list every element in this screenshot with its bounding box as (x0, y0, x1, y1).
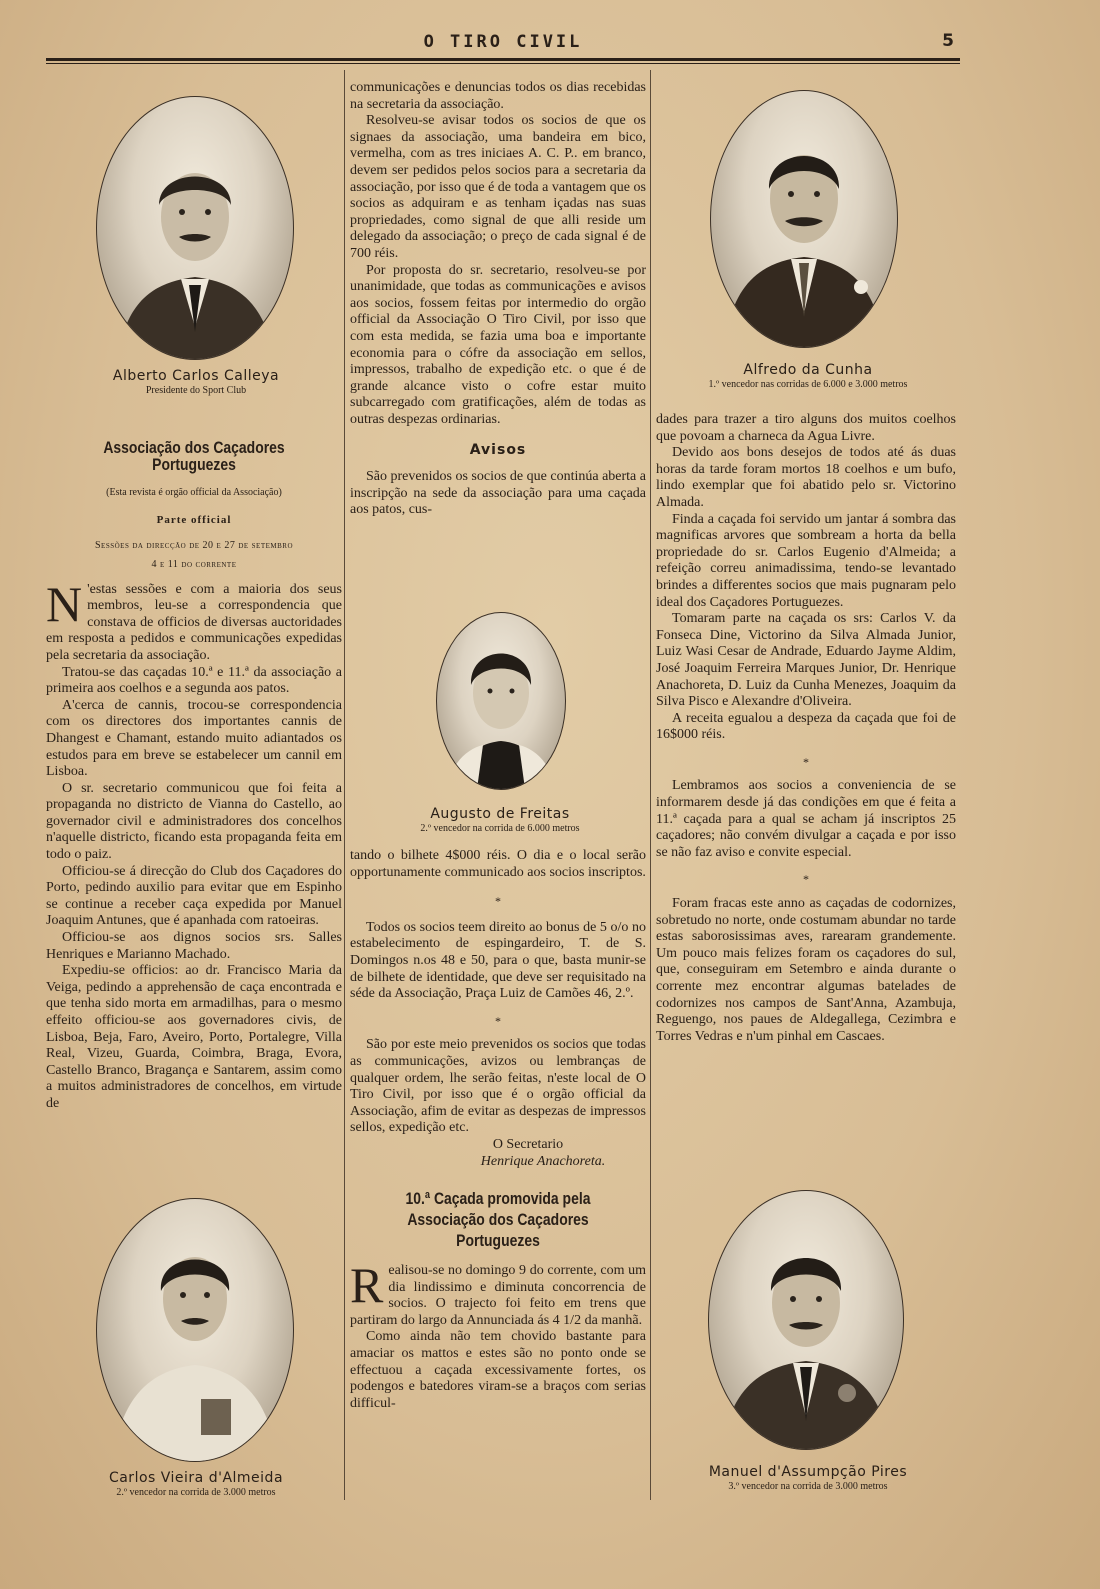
portrait-name: Alfredo da Cunha (743, 362, 873, 378)
paragraph: Foram fracas este anno as caçadas de codornizes, sobretudo no norte, onde costumam abundar no tarde estas saborosissimas aves, rarearam grandemente. Um pouco mais felizes foram os caçadores do sul, que, conseguiram em Setembro e ainda durante o corrente mez encontrar algumas batelades de codornizes nos campos de Sant'Anna, Azambuja, Reguengo, nos paues de Aldegallega, Cezimbra e Torres Vedras e n'um pinhal em Cascaes. (656, 896, 956, 1044)
paragraph: Lembramos aos socios a conveniencia de se informarem desde já das condições em que é feita a 11.ª caçada para a qual se acham já inscriptos 25 caçadores; não convém divulgar a caçada e por isso se não faz aviso e convite especial. (656, 778, 956, 860)
signature-role: O Secretario (492, 1136, 564, 1152)
paragraph: Como ainda não tem chovido bastante para amaciar os mattos e estes são no ponto onde se effectuou a caçada excessivamente fortes, os podengos e batedores viram-se a braços com serias difficul- (350, 1329, 646, 1411)
portrait-photo (708, 1190, 904, 1450)
header-rule-thin (46, 63, 960, 64)
sessions-heading: Sessões da direcção de 20 e 27 de setembro (94, 540, 293, 552)
separator-star: * (803, 872, 809, 887)
paragraph: Expediu-se officios: ao dr. Francisco Maria da Veiga, pedindo a apprehensão de caça encontrada e que tenha sido morta em armadilhas, para o mesmo effeito officiou-se aos governadores civis, de Lisboa, Beja, Faro, Aveiro, Porto, Portalegre, Villa Real, Vizeu, Guarda, Coimbra, Braga, Evora, Castello Branco, Bragança e Santarem, assim como a muitos administradores de concelhos, em virtude de (46, 963, 342, 1111)
paragraph: 'estas sessões e com a maioria dos seus membros, leu-se a correspondencia que constava de officios de diversas auctoridades em resposta a pedidos e communicações expedidas pela secretaria da associação. (46, 581, 342, 663)
column-2-upper (350, 80, 646, 519)
man-portrait-icon (711, 91, 897, 347)
journal-title: O TIRO CIVIL (423, 32, 583, 52)
page-number: 5 (942, 31, 954, 51)
part-heading: Parte official (156, 513, 232, 526)
portrait-name: Alberto Carlos Calleya (112, 368, 280, 384)
paragraph: Devido aos bons desejos de todos até ás duas horas da tarde foram mortos 18 coelhos e um bufo, lindo exemplar que foi abatido pelo sr. Victorino Almada. (656, 445, 956, 510)
paragraph: São por este meio prevenidos os socios que todas as communicações, avizos ou lembranças de qualquer ordem, lhe serão feitas, n'este local de O Tiro Civil, por isso que é o orgão official da Associação, afim de evitar as despezas de impressos sellos, expedição etc. (350, 1037, 646, 1136)
header-rule (46, 58, 960, 61)
paragraph: dades para trazer a tiro alguns dos muitos coelhos que povoam a charneca da Agua Livre. (656, 412, 956, 444)
man-portrait-icon (97, 97, 293, 359)
portrait-caption: 2.º vencedor na corrida de 3.000 metros (116, 1487, 276, 1498)
paragraph: Por proposta do sr. secretario, resolveu-se por unanimidade, que todas as communicações e avisos aos socios, fossem feitas por intermedio do orgão official da Associação O Tiro Civil, por isso que com esta medida, se fazia uma boa e importante economia para o cófre da associação em sellos, impressos, trabalho de expedição etc. o que é de grande alcance visto o cofre estar muito subcarregado com gratificações, além de todas as outras despezas ordinarias. (350, 262, 646, 427)
cacada-title: 10.ª Caçada promovida pela Associação dos Caçadores Portuguezes (405, 1189, 591, 1251)
paragraph: Officiou-se aos dignos socios srs. Salles Henriques e Marianno Machado. (46, 930, 342, 962)
paragraph: Todos os socios teem direito ao bonus de 5 o/o no estabelecimento de espingardeiro, T. de S. Domingos n.os 48 e 50, para o que, basta munir-se de bilhete de identidade, que deve ser requisitado na séde da Associação, Praça Luiz de Camões 46, 2.º. (350, 919, 646, 1002)
signature-name: Henrique Anachoreta. (480, 1153, 606, 1169)
paragraph: Finda a caçada foi servido um jantar á sombra das magnificas arvores que sombream a horta da bella propriedade do sr. Carlos Eugenio d'Almeida; a refeição correu animadissima, tendo-se levantado brindes a differentes socios que mais pugnaram pelo ideal dos Caçadores Portuguezes. (656, 511, 956, 610)
column-divider (650, 70, 651, 1500)
paragraph: A'cerca de cannis, trocou-se correspondencia com os directores dos importantes cannis de Dhangest e Chamant, estando muito adiantados os estudos para em breve se estabelecer um cannil em Lisboa. (46, 697, 342, 780)
portrait-caption: 3.º vencedor na corrida de 3.000 metros (728, 1481, 888, 1492)
section-title: Associação dos Caçadores Portuguezes (103, 438, 285, 474)
avisos-heading: Avisos (469, 442, 527, 459)
portrait-name: Augusto de Freitas (430, 806, 570, 822)
portrait-calleya (96, 96, 296, 396)
paragraph: Officiou-se á direcção do Club dos Caçadores do Porto, pedindo auxilio para evitar que em Espinho se continue a receber caça expedida por Manuel Joaquim Antunes, que é apanhada com ratoeiras. (46, 863, 342, 929)
sessions-heading-2: 4 e 11 do corrente (151, 558, 237, 570)
section-note: (Esta revista é orgão official da Associação) (106, 487, 282, 499)
drop-cap: N (46, 575, 83, 632)
column-3 (656, 412, 956, 1045)
paragraph: Tomaram parte na caçada os srs: Carlos V. da Fonseca Dine, Victorino da Silva Almada Junior, Luiz Wasi Cesar de Andrade, Eduardo Jayme Aldim, José Joaquim Ferreira Marques Junior, Dr. Henrique Anachoreta, D. Luiz da Cunha Menezes, Joaquim da Silva Pisco e Alexandre d'Oliveira. (656, 611, 956, 710)
portrait-photo (710, 90, 898, 348)
portrait-caption: 1.º vencedor nas corridas de 6.000 e 3.000 metros (708, 379, 908, 390)
portrait-name: Manuel d'Assumpção Pires (708, 1464, 908, 1480)
man-portrait-icon (709, 1191, 903, 1449)
portrait-cunha (688, 90, 928, 390)
portrait-photo (96, 1198, 294, 1462)
portrait-photo (436, 612, 566, 790)
column-divider (344, 70, 345, 1500)
paragraph: O sr. secretario communicou que foi feita a propaganda no districto de Vianna do Castello, ao governador civil e administradores dos concelhos n'aquelle districto, ficando esta propaganda feita em todo o paiz. (46, 780, 342, 863)
paragraph: ealisou-se no domingo 9 do corrente, com um dia lindissimo e diminuta concorrencia de socios. O trajecto foi feito em trens que partiram do largo da Annunciada ás 4 1/2 da manhã. (350, 1263, 646, 1328)
portrait-caption: 2.º vencedor na corrida de 6.000 metros (420, 823, 580, 834)
portrait-caption: Presidente do Sport Club (145, 385, 247, 396)
portrait-photo (96, 96, 294, 360)
separator-star: * (803, 754, 809, 769)
separator-star: * (495, 894, 501, 909)
paragraph: tando o bilhete 4$000 réis. O dia e o local serão opportunamente communicado aos socios inscriptos. (350, 848, 646, 880)
paragraph: A receita egualou a despeza da caçada que foi de 16$000 réis. (656, 710, 956, 743)
drop-cap: R (350, 1257, 384, 1314)
column-2-lower (350, 848, 646, 1412)
column-1 (46, 440, 342, 1113)
paragraph: São prevenidos os socios de que continúa aberta a inscripção na sede da associação para uma caçada aos patos, cus- (350, 469, 646, 518)
separator-star: * (495, 1013, 501, 1028)
man-portrait-icon (437, 613, 565, 789)
portrait-freitas (402, 612, 598, 834)
paragraph: communicações e denuncias todos os dias recebidas na secretaria da associação. (350, 80, 646, 112)
man-portrait-icon (97, 1199, 293, 1461)
portrait-name: Carlos Vieira d'Almeida (108, 1470, 284, 1486)
paragraph: Tratou-se das caçadas 10.ª e 11.ª da associação a primeira aos coelhos e a segunda aos patos. (46, 664, 342, 697)
portrait-almeida (96, 1198, 296, 1498)
paragraph: Resolveu-se avisar todos os socios de que os signaes da associação, uma bandeira em bico, vermelha, com as tres iniciaes A. C. P.. em branco, devem ser pedidos pelos socios para a secretaria da associação, por isso que é de toda a vantagem que os socios as adquiram e as tenham içadas nas suas propriedades, como signal de que alli reside um delegado da associação; o preço de cada signal é de 700 réis. (350, 113, 646, 261)
portrait-pires (688, 1190, 928, 1492)
